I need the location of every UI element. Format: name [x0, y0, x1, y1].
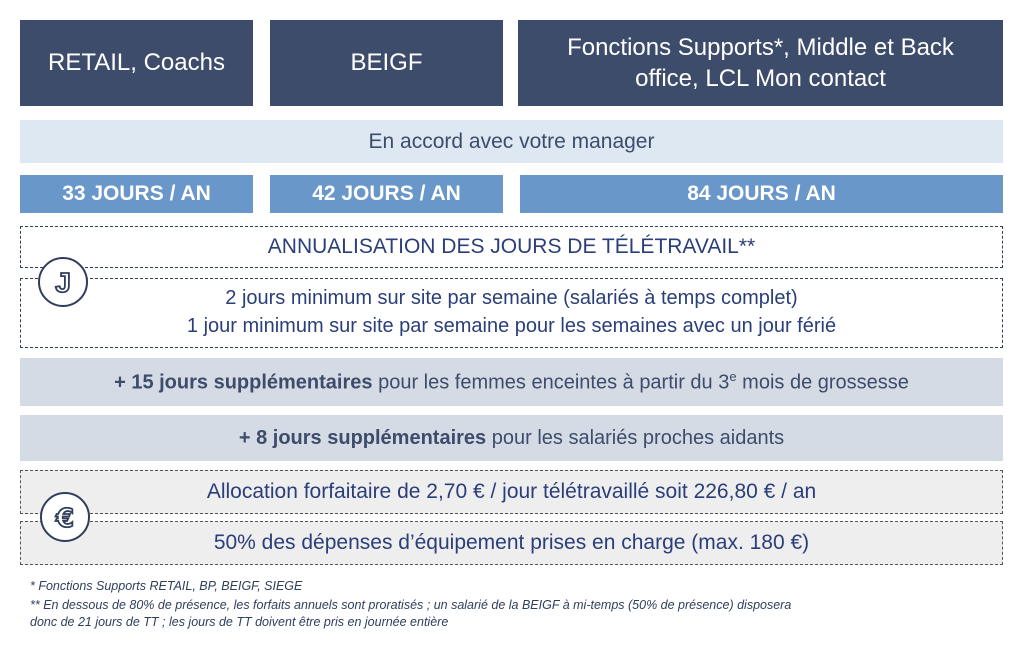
footnote-1: * Fonctions Supports RETAIL, BP, BEIGF, SIEGE	[30, 579, 303, 593]
letter-j-glyph	[40, 259, 86, 305]
euro-glyph	[42, 494, 88, 540]
extra-days-pregnant-women: + 15 jours supplémentaires pour les femmes enceintes à partir du 3e mois de grossesse	[20, 358, 1003, 406]
equipment-expenses-box: 50% des dépenses d’équipement prises en charge (max. 180 €)	[20, 521, 1003, 565]
extra-days-carers: + 8 jours supplémentaires pour les salariés proches aidants	[20, 415, 1003, 461]
days-j-icon	[38, 257, 88, 307]
annualisation-title-box: ANNUALISATION DES JOURS DE TÉLÉTRAVAIL**	[20, 226, 1003, 268]
onsite-rules-box: 2 jours minimum sur site par semaine (salariés à temps complet) 1 jour minimum sur site par semaine pour les semaines avec un jour férié	[20, 278, 1003, 348]
days-beigf: 42 JOURS / AN	[270, 175, 503, 213]
allowance-box: Allocation forfaitaire de 2,70 € / jour télétravaillé soit 226,80 € / an	[20, 470, 1003, 514]
euro-icon	[40, 492, 90, 542]
svg-text:J: J	[55, 267, 71, 298]
header-retail: RETAIL, Coachs	[20, 20, 253, 106]
manager-agreement-band: En accord avec votre manager	[20, 120, 1003, 163]
header-beigf: BEIGF	[270, 20, 503, 106]
svg-text:€: €	[55, 504, 75, 534]
days-fonctions-supports: 84 JOURS / AN	[520, 175, 1003, 213]
days-retail: 33 JOURS / AN	[20, 175, 253, 213]
header-fonctions-supports: Fonctions Supports*, Middle et Back office, LCL Mon contact	[518, 20, 1003, 106]
footnote-2: ** En dessous de 80% de présence, les forfaits annuels sont proratisés ; un salarié de la BEIGF à mi-temps (50% de présence) disposera donc de 21 jours de TT ; les jours de TT doivent être pris en journée entière	[30, 598, 792, 629]
